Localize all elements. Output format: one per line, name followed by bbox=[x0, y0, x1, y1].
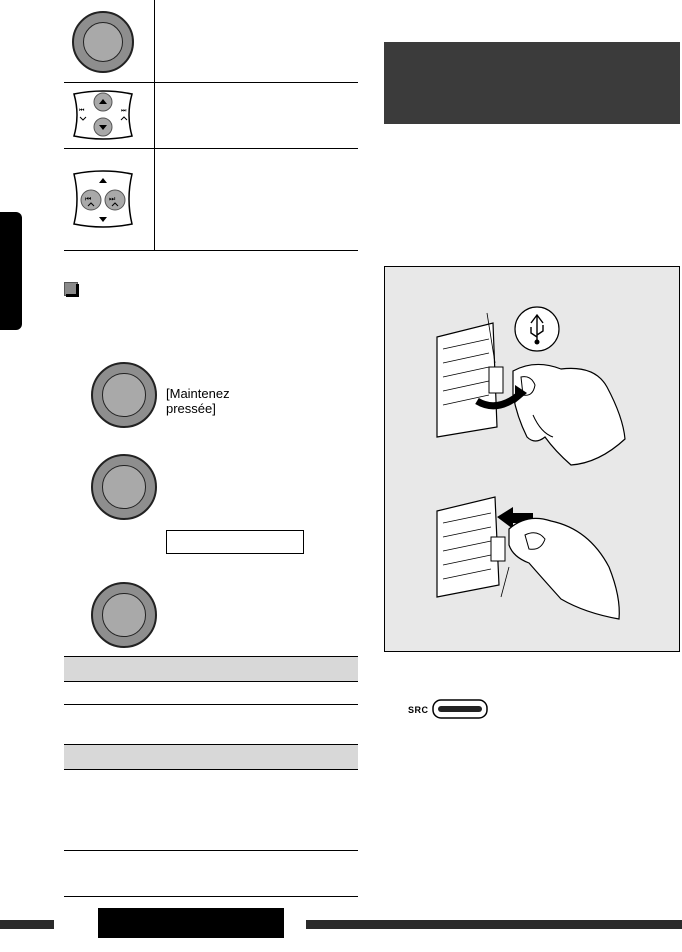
knob-note-line1: [Maintenez bbox=[166, 386, 230, 401]
up-down-buttons-icon bbox=[70, 88, 136, 142]
knob-icon bbox=[91, 362, 157, 428]
svg-text:⏮: ⏮ bbox=[85, 196, 92, 203]
left-right-buttons-icon bbox=[70, 168, 136, 230]
table-column-divider bbox=[154, 0, 155, 250]
knob-icon bbox=[91, 454, 157, 520]
table-divider bbox=[64, 850, 358, 851]
svg-text:⏭: ⏭ bbox=[121, 108, 127, 114]
src-label: SRC bbox=[408, 705, 429, 715]
language-side-tab bbox=[0, 212, 22, 330]
page-number-block bbox=[98, 908, 284, 938]
svg-text:⏮: ⏮ bbox=[79, 108, 85, 114]
knob-note-line2: pressée] bbox=[166, 401, 216, 416]
knob-icon bbox=[91, 582, 157, 648]
src-button-icon bbox=[432, 699, 488, 719]
table-divider bbox=[64, 82, 358, 83]
footer-rule bbox=[306, 920, 682, 929]
table-header-band bbox=[64, 656, 358, 682]
table-divider bbox=[64, 250, 358, 251]
knob-icon bbox=[72, 11, 134, 73]
display-message-box bbox=[166, 530, 304, 554]
usb-connection-illustration bbox=[384, 266, 680, 652]
bullet-shadow bbox=[66, 294, 79, 297]
svg-text:⏭: ⏭ bbox=[109, 196, 116, 203]
table-divider bbox=[64, 148, 358, 149]
table-divider bbox=[64, 896, 358, 897]
table-header-band bbox=[64, 744, 358, 770]
footer-rule bbox=[0, 920, 54, 929]
section-header-box bbox=[384, 42, 680, 124]
table-divider bbox=[64, 704, 358, 705]
usb-drawing bbox=[385, 267, 679, 651]
